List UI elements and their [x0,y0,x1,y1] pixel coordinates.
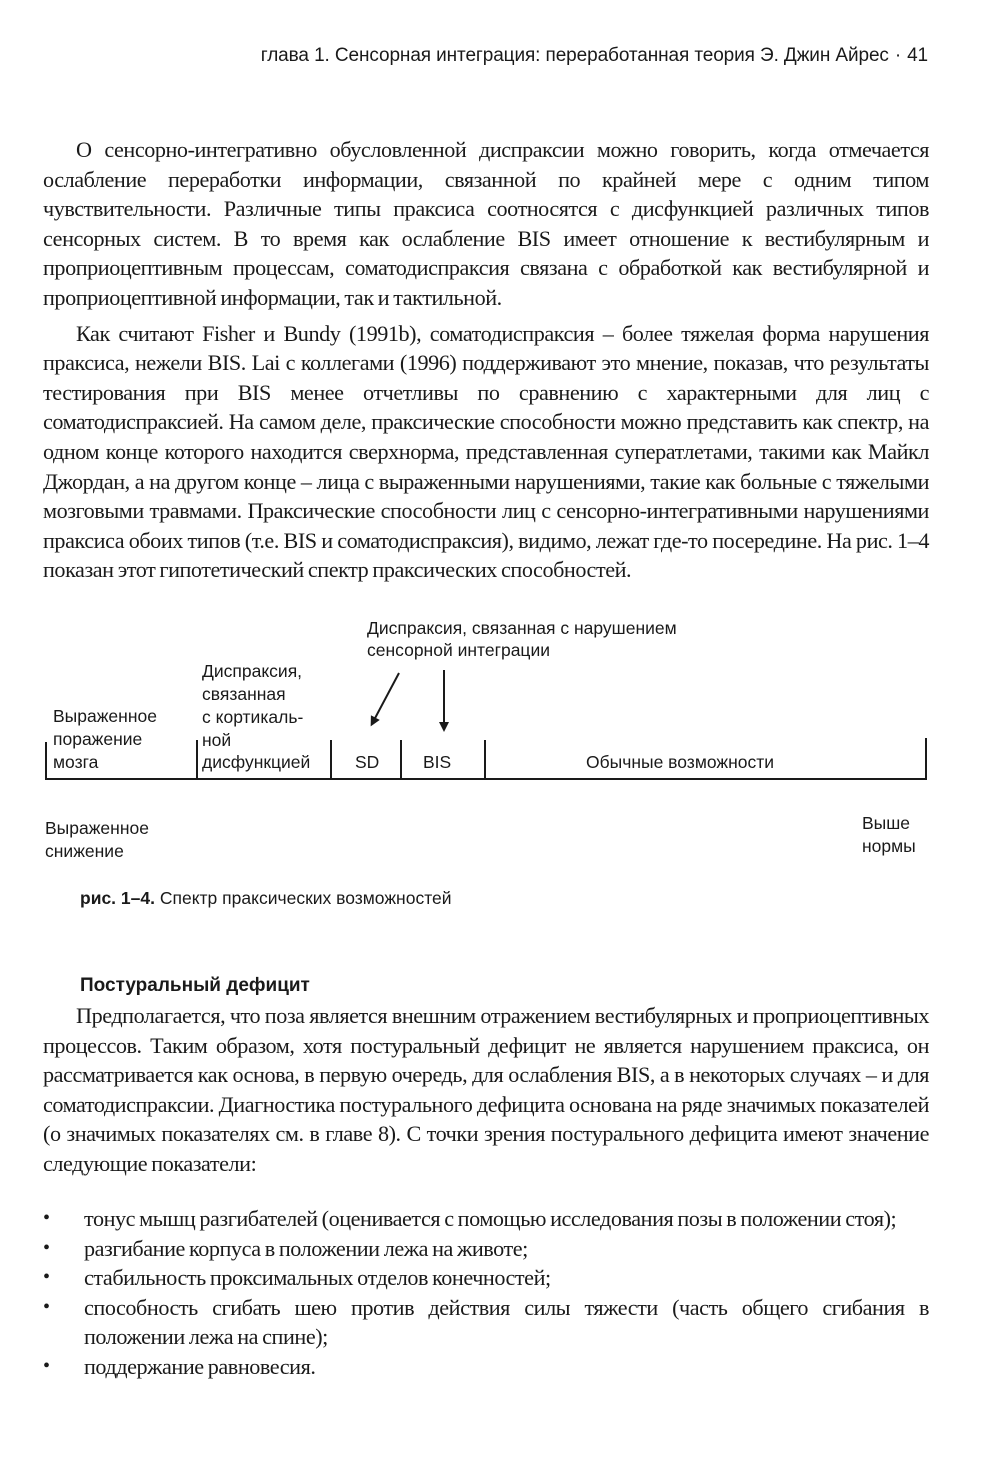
tick-sd [330,740,332,780]
tick-bis [400,740,402,780]
segment-sd: SD [355,752,380,772]
segment-normal: Обычные возможности [586,752,775,772]
intro-text [43,135,929,585]
bullet-icon: • [43,1354,50,1377]
segment-cortical-line2: связанная [202,684,286,704]
arrow-to-sd-icon [373,673,399,722]
list-item: • способность сгибать шею против действия силы тяжести (часть общего сгибания в положении лежа на спине); [43,1294,929,1350]
running-head [0,45,928,67]
tick-normal [484,740,486,780]
section-text [43,1001,929,1179]
separator: · [894,45,902,66]
list-item: • тонус мышц разгибателей (оценивается с помощью исследования позы в положении стоя); [43,1204,929,1234]
tick-cortical [196,740,198,780]
list-item: • поддержание равновесия. [43,1352,929,1382]
section-heading: Постуральный дефицит [80,975,310,996]
chapter-title: глава 1. Сенсорная интеграция: переработанная теория Э. Джин Айрес [260,45,889,66]
paragraph-2: Как считают Fisher и Bundy (1991b), соматодиспраксия – более тяжелая форма нарушения праксиса, нежели BIS. Lai с коллегами (1996) поддерживают это мнение, показав, что результаты тестирования при BIS менее отчетливы по сравнению с характерными для лиц с соматодиспраксией. На самом деле, праксические способности можно представить как спектр, на одном конце которого находится сверхнорма, представленная суператлетами, такими как Майкл Джордан, а на другом конце – лица с выраженными нарушениями, такие как больные с тяжелыми мозговыми травмами. Праксические способности лиц с сенсорно-интегративными нарушениями праксиса обоих типов (т.е. BIS и соматодиспраксия), видимо, лежат где-то посередине. На рис. 1–4 показан этот гипотетический спектр праксических способностей. [43,320,929,583]
bullet-icon: • [43,1266,50,1289]
list-item: • стабильность проксимальных отделов конечностей; [43,1263,929,1293]
bullet-icon: • [43,1295,50,1318]
indicators-list [43,1204,929,1382]
figure-top-label-line2: сенсорной интеграции [367,640,551,660]
segment-cortical-line5: дисфункцией [202,752,311,772]
bullet-icon: • [43,1236,50,1259]
left-end-line2: снижение [45,841,124,861]
section-paragraph: Предполагается, что поза является внешним отражением вестибулярных и проприоцептивных процессов. Таким образом, хотя постуральный дефицит не является нарушением праксиса, он рассматривается как основа, в первую очередь, для ослабления BIS, а в некоторых случаях – и для соматодиспраксии. Диагностика постурального дефицита основана на ряде значимых показателей (о значимых показателях см. в главе 8). С точки зрения постурального дефицита имеют значение следующие показатели: [43,1003,929,1176]
right-end-line1: Выше [862,813,911,833]
segment-cortical-line4: ной [202,730,232,750]
segment-bis: BIS [423,752,452,772]
segment-brain-damage-line1: Выраженное [53,706,157,726]
right-end-line2: нормы [862,836,916,856]
paragraph-1: О сенсорно-интегративно обусловленной диспраксии можно говорить, когда отмечается ослабление переработки информации, связанной по крайней мере с одним типом чувствительности. Различные типы праксиса соотносятся с дисфункцией различных типов сенсорных систем. В то время как ослабление BIS имеет отношение к вестибулярным и проприоцептивным процессам, соматодиспраксия связана с обработкой как вестибулярной и проприоцептивной информации, так и тактильной. [43,137,929,310]
tick-left [45,742,47,780]
bullet-icon: • [43,1207,50,1229]
segment-brain-damage-line3: мозга [53,752,99,772]
list-item: • разгибание корпуса в положении лежа на животе; [43,1234,929,1264]
tick-right [925,738,927,780]
page-number: 41 [907,45,928,66]
segment-brain-damage-line2: поражение [53,729,143,749]
figure-caption [80,888,452,909]
figure-top-label-line1: Диспраксия, связанная с нарушением [367,618,677,638]
caption-label: рис. 1–4. [80,888,155,908]
segment-cortical-line3: с кортикаль- [202,707,304,727]
spectrum-axis [45,778,927,780]
left-end-line1: Выраженное [45,818,149,838]
segment-cortical-line1: Диспраксия, [202,661,303,681]
caption-text: Спектр праксических возможностей [159,888,452,908]
